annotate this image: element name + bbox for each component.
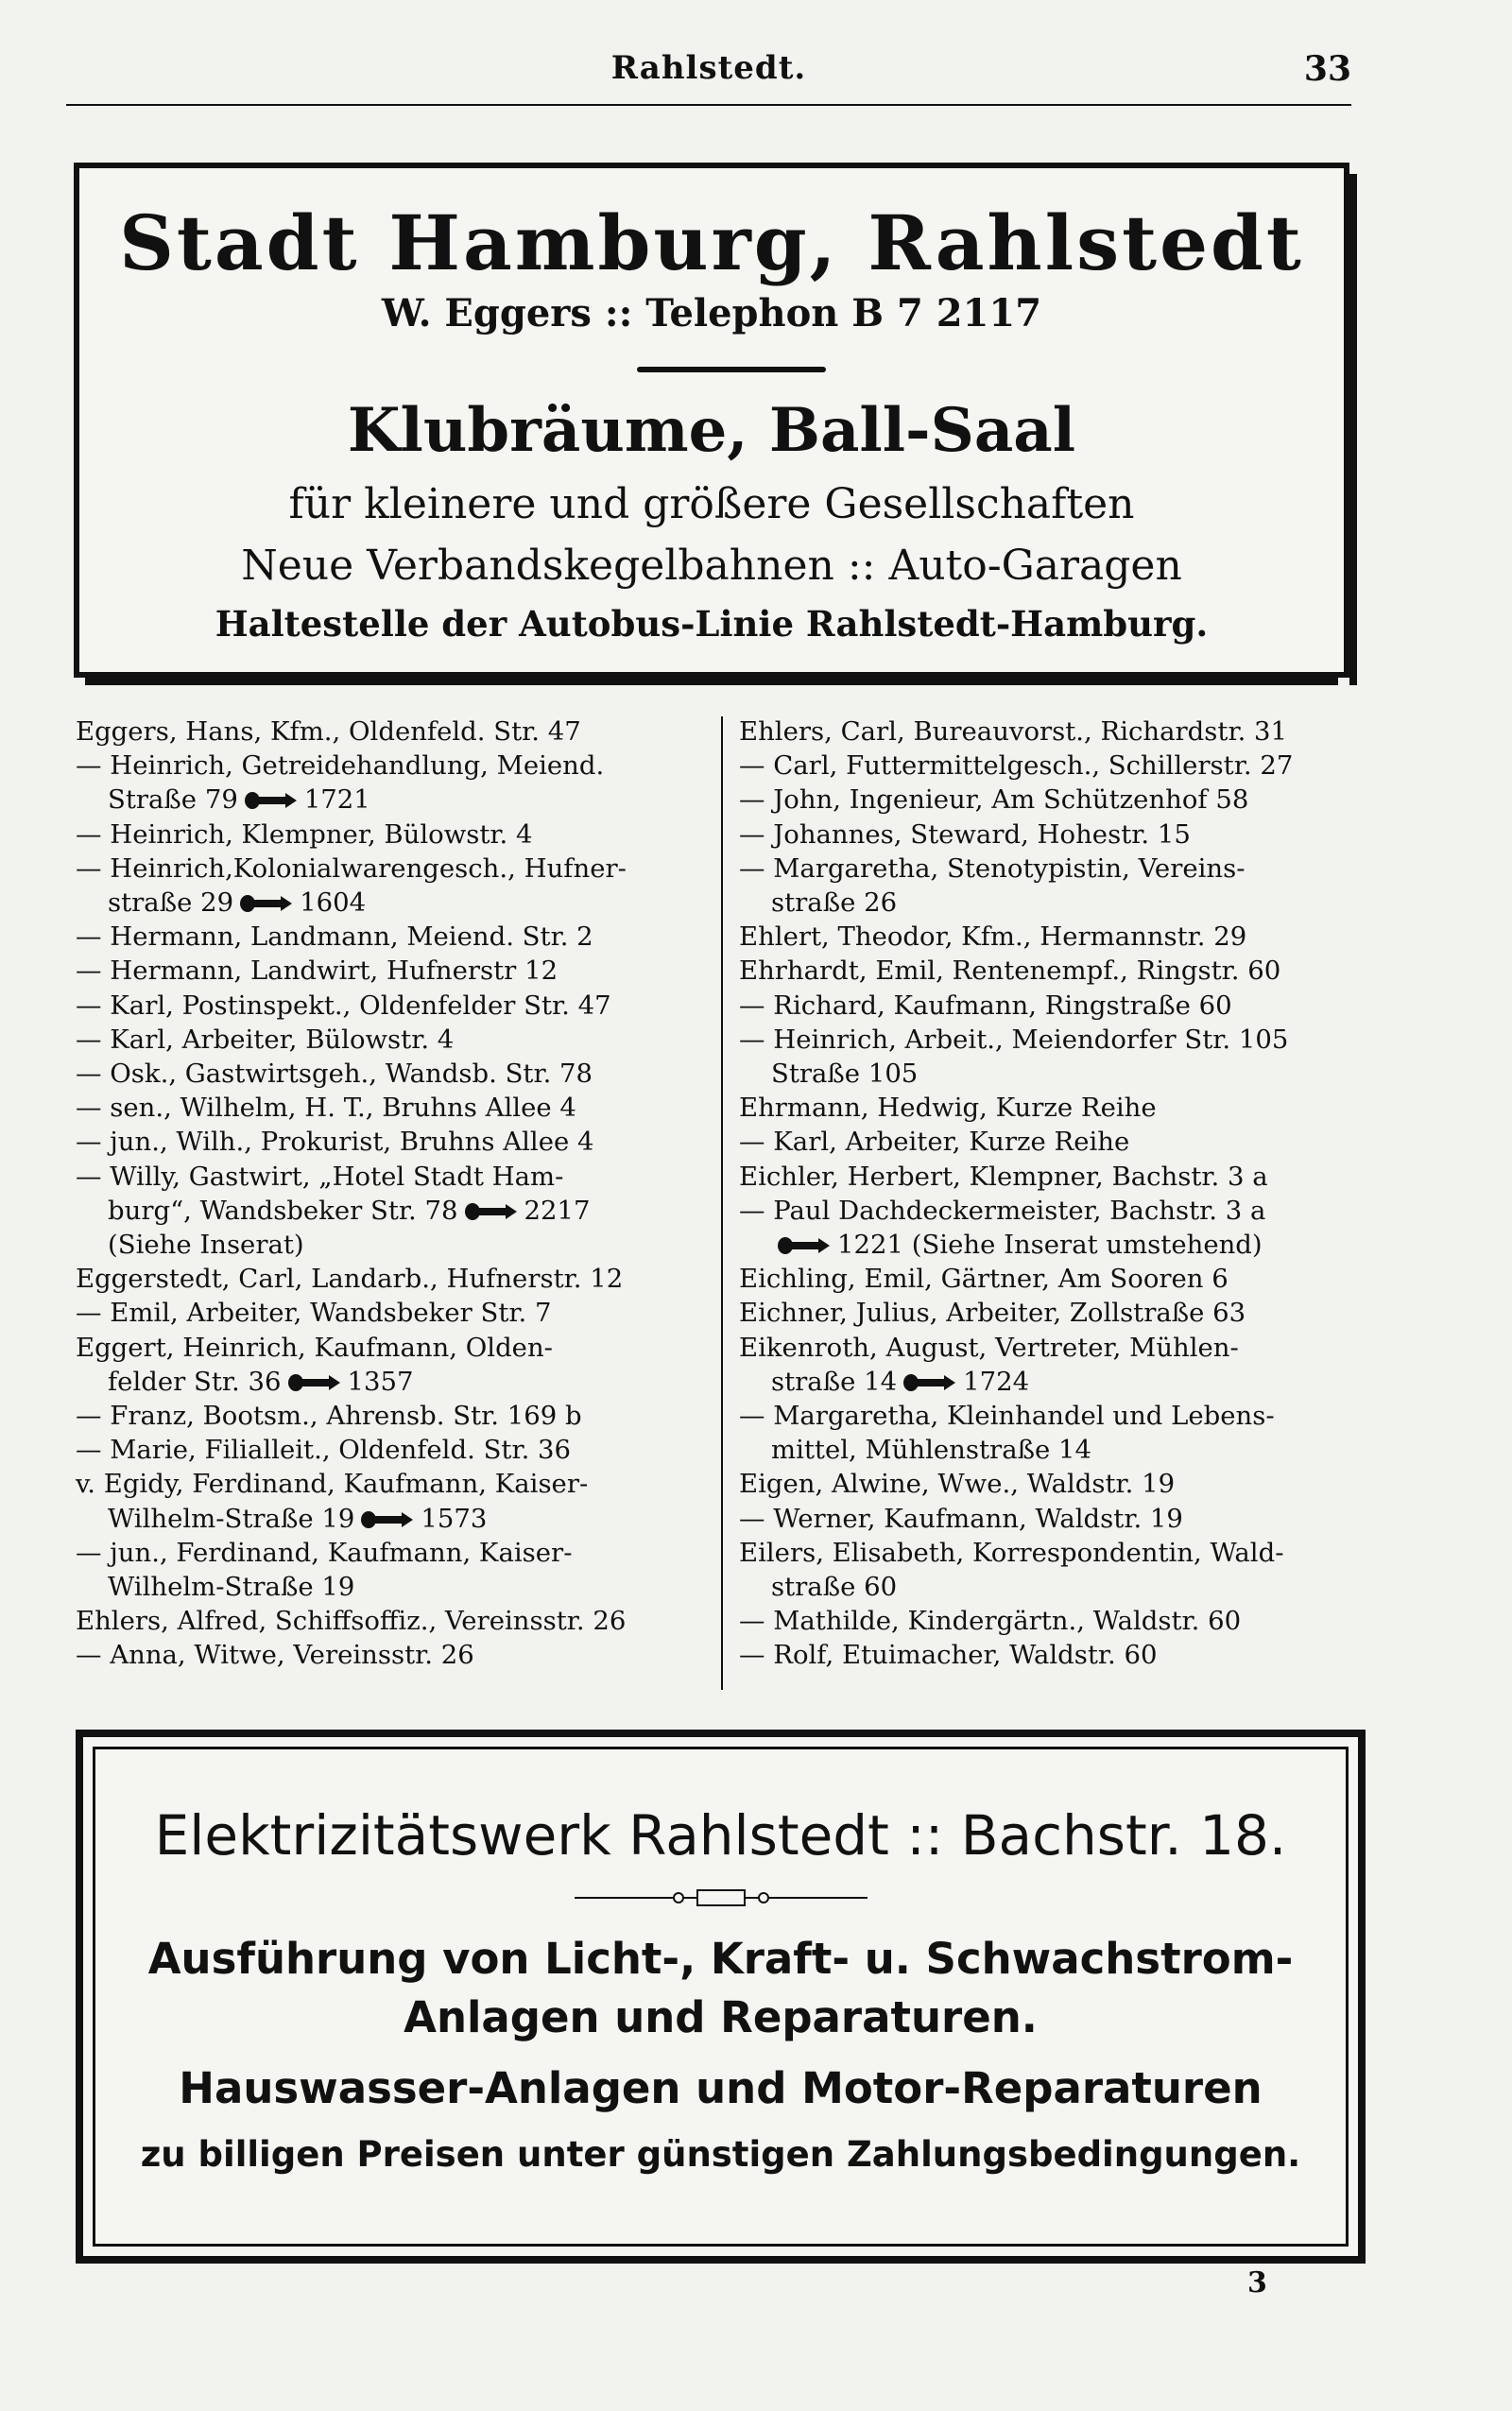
ad-hotel-title: Stadt Hamburg, Rahlstedt: [119, 198, 1304, 287]
telephone-icon: [902, 1372, 957, 1393]
directory-entry: [739, 1023, 1386, 1057]
entry-text: 1221 (Siehe Inserat umstehend): [837, 1230, 1263, 1261]
directory-entry: [739, 1262, 1386, 1296]
entry-text: — Rolf, Etuimacher, Waldstr. 60: [739, 1640, 1158, 1670]
page-number: 33: [1303, 49, 1351, 89]
entry-text: — Heinrich, Getreidehandlung, Meiend.: [76, 750, 604, 781]
directory-entry: [739, 1160, 1386, 1194]
entry-text: Wilhelm-Straße 19: [108, 1503, 355, 1534]
ad-electric-services: Ausführung von Licht-, Kraft- u. Schwachstrom-: [147, 1934, 1294, 1984]
entry-text: v. Egidy, Ferdinand, Kaufmann, Kaiser-: [76, 1469, 589, 1500]
entry-text: — Willy, Gastwirt, „Hotel Stadt Ham-: [76, 1162, 563, 1192]
directory-entry: [739, 1570, 1386, 1604]
entry-text: — John, Ingenieur, Am Schützenhof 58: [739, 784, 1248, 815]
directory-entry: [76, 1467, 723, 1501]
telephone-icon: [777, 1235, 832, 1256]
ad-hotel-societies: für kleinere und größere Gesellschaften: [288, 480, 1135, 528]
header-rule: [66, 104, 1351, 106]
ad-hotel-divider: [637, 367, 826, 372]
directory-entry: [739, 1125, 1386, 1159]
telephone-icon: [287, 1372, 342, 1393]
directory-entry: [739, 1091, 1386, 1125]
entry-text: — jun., Wilh., Prokurist, Bruhns Allee 4: [76, 1127, 593, 1157]
phone-number: 1721: [303, 784, 370, 816]
entry-text: Ehlert, Theodor, Kfm., Hermannstr. 29: [739, 921, 1247, 953]
directory-entry: [739, 1296, 1386, 1330]
telephone-icon: [239, 893, 294, 914]
entry-text: straße 14: [771, 1366, 898, 1397]
directory-entry: [739, 1638, 1386, 1672]
directory-entry: [76, 1365, 723, 1399]
directory-entry: [739, 920, 1386, 954]
entry-text: Ehlers, Alfred, Schiffsoffiz., Vereinsstr. 26: [76, 1606, 627, 1637]
entry-text: burg“, Wandsbeker Str. 78: [108, 1195, 458, 1226]
running-header: [66, 49, 1351, 96]
directory-entry: [739, 1057, 1386, 1091]
directory-entry: [76, 1638, 723, 1672]
directory-entry: [739, 1399, 1386, 1433]
entry-text: — Heinrich,Kolonialwarengesch., Hufner-: [76, 853, 627, 884]
entry-text: Eilers, Elisabeth, Korrespondentin, Wald-: [739, 1537, 1284, 1568]
ad-hotel-amenities: Neue Verbandskegelbahnen :: Auto-Garagen: [241, 542, 1182, 590]
directory-entry: [739, 749, 1386, 783]
directory-entry: [739, 1228, 1386, 1262]
directory-entry: [76, 954, 723, 988]
ad-electric-repairs: Anlagen und Reparaturen.: [404, 1992, 1038, 2042]
directory-entry: [739, 852, 1386, 886]
directory-entry: [76, 1570, 723, 1604]
entry-text: Eichling, Emil, Gärtner, Am Sooren 6: [739, 1264, 1228, 1295]
directory-entry: [76, 1502, 723, 1536]
directory-entry: [739, 1502, 1386, 1536]
entry-text: Ehrhardt, Emil, Rentenempf., Ringstr. 60: [739, 956, 1281, 987]
directory-entry: [76, 783, 723, 817]
ad-hotel-rooms: Klubräume, Ball-Saal: [347, 395, 1076, 466]
entry-text: — Anna, Witwe, Vereinsstr. 26: [76, 1640, 474, 1670]
directory-entry: [739, 886, 1386, 920]
entry-text: Straße 105: [771, 1059, 919, 1090]
entry-text: straße 60: [771, 1572, 898, 1603]
ad-hotel-telephone: W. Eggers :: Telephon B 7 2117: [381, 291, 1042, 336]
telephone-icon: [244, 790, 299, 811]
advertisement-electricity-works: [76, 1730, 1366, 2264]
entry-text: straße 26: [771, 887, 898, 919]
entry-text: Eggert, Heinrich, Kaufmann, Olden-: [76, 1332, 553, 1363]
telephone-icon: [464, 1201, 519, 1222]
directory-entry: [739, 1194, 1386, 1228]
entry-text: felder Str. 36: [108, 1366, 282, 1397]
directory-entry: [76, 715, 723, 749]
ad-electric-water-systems: Hauswasser-Anlagen und Motor-Reparaturen: [179, 2063, 1263, 2113]
entry-text: — Heinrich, Klempner, Bülowstr. 4: [76, 819, 533, 850]
phone-number: 1357: [347, 1366, 414, 1397]
directory-entry: [739, 715, 1386, 749]
entry-text: — Paul Dachdeckermeister, Bachstr. 3 a: [739, 1196, 1265, 1226]
entry-text: Wilhelm-Straße 19: [108, 1572, 355, 1603]
directory-entry: [76, 852, 723, 886]
directory-entry: [76, 1331, 723, 1365]
entry-text: — Margaretha, Stenotypistin, Vereins-: [739, 853, 1246, 884]
entry-text: — Karl, Postinspekt., Oldenfelder Str. 47: [76, 990, 611, 1021]
entry-text: Eigen, Alwine, Wwe., Waldstr. 19: [739, 1469, 1176, 1500]
entry-text: — Johannes, Steward, Hohestr. 15: [739, 819, 1191, 850]
entry-text: — Hermann, Landwirt, Hufnerstr 12: [76, 956, 558, 986]
directory-entry: [76, 1125, 723, 1159]
telephone-icon: [360, 1509, 415, 1530]
directory-entry: [76, 886, 723, 920]
entry-text: — Franz, Bootsm., Ahrensb. Str. 169 b: [76, 1401, 582, 1431]
entry-text: — Marie, Filialleit., Oldenfeld. Str. 36: [76, 1435, 571, 1465]
directory-entry: [76, 920, 723, 954]
signature-mark: 3: [1247, 2266, 1267, 2299]
entry-text: Straße 79: [108, 784, 238, 816]
phone-number: 1604: [300, 887, 367, 919]
directory-entry: [739, 954, 1386, 988]
phone-number: 1573: [421, 1503, 488, 1534]
directory-entry: [76, 818, 723, 852]
directory-entry: [739, 783, 1386, 817]
ad-hotel-bus-stop: Haltestelle der Autobus-Linie Rahlstedt-Hamburg.: [215, 603, 1209, 645]
phone-number: 1724: [963, 1366, 1030, 1397]
advertisement-hotel: [74, 163, 1349, 678]
directory-column-right: [739, 715, 1386, 1673]
directory-column-left: [76, 715, 723, 1673]
entry-text: — Mathilde, Kindergärtn., Waldstr. 60: [739, 1606, 1241, 1636]
entry-text: — Emil, Arbeiter, Wandsbeker Str. 7: [76, 1298, 551, 1328]
directory-entry: [739, 1433, 1386, 1467]
column-divider: [721, 716, 723, 1690]
directory-entry: [739, 989, 1386, 1023]
entry-text: — Osk., Gastwirtsgeh., Wandsb. Str. 78: [76, 1059, 593, 1089]
directory-entry: [76, 1433, 723, 1467]
directory-entry: [76, 1399, 723, 1433]
entry-text: — jun., Ferdinand, Kaufmann, Kaiser-: [76, 1538, 573, 1568]
directory-entry: [76, 989, 723, 1023]
directory-entry: [76, 1160, 723, 1194]
ornament-divider: [575, 1884, 868, 1912]
ad-electric-title: Elektrizitätswerk Rahlstedt :: Bachstr. 18.: [154, 1803, 1287, 1868]
entry-text: Eggerstedt, Carl, Landarb., Hufnerstr. 12: [76, 1264, 624, 1295]
entry-text: Eikenroth, August, Vertreter, Mühlen-: [739, 1332, 1239, 1363]
directory-entry: [76, 1023, 723, 1057]
directory-entry: [739, 818, 1386, 852]
directory-entry: [76, 1262, 723, 1296]
directory-entry: [76, 1604, 723, 1638]
directory-entry: [76, 1057, 723, 1091]
directory-entry: [76, 1536, 723, 1570]
directory-entry: [76, 1194, 723, 1228]
directory-entry: [76, 1296, 723, 1330]
entry-text: — Margaretha, Kleinhandel und Lebens-: [739, 1401, 1275, 1431]
entry-text: — Hermann, Landmann, Meiend. Str. 2: [76, 921, 593, 952]
entry-text: (Siehe Inserat): [108, 1230, 304, 1261]
directory-entry: [739, 1365, 1386, 1399]
ad-electric-payment-terms: zu billigen Preisen unter günstigen Zahlungsbedingungen.: [140, 2134, 1301, 2175]
entry-text: — Heinrich, Arbeit., Meiendorfer Str. 105: [739, 1025, 1288, 1055]
entry-text: mittel, Mühlenstraße 14: [771, 1435, 1091, 1466]
phone-number: 2217: [524, 1195, 591, 1226]
running-title: Rahlstedt.: [610, 49, 807, 87]
entry-text: Eichner, Julius, Arbeiter, Zollstraße 63: [739, 1298, 1246, 1329]
entry-text: Ehrmann, Hedwig, Kurze Reihe: [739, 1093, 1157, 1124]
directory-entry: [739, 1467, 1386, 1501]
entry-text: Ehlers, Carl, Bureauvorst., Richardstr. 31: [739, 716, 1288, 747]
directory-entry: [739, 1604, 1386, 1638]
directory-entry: [76, 1091, 723, 1125]
entry-text: — Carl, Futtermittelgesch., Schillerstr. 27: [739, 750, 1293, 781]
entry-text: — Karl, Arbeiter, Bülowstr. 4: [76, 1025, 454, 1055]
entry-text: — Karl, Arbeiter, Kurze Reihe: [739, 1127, 1129, 1157]
directory-entry: [76, 1228, 723, 1262]
directory-entry: [739, 1331, 1386, 1365]
entry-text: Eggers, Hans, Kfm., Oldenfeld. Str. 47: [76, 716, 581, 747]
entry-text: — Richard, Kaufmann, Ringstraße 60: [739, 990, 1232, 1021]
entry-text: straße 29: [108, 887, 234, 919]
directory-entry: [76, 749, 723, 783]
directory-entry: [739, 1536, 1386, 1570]
entry-text: — Werner, Kaufmann, Waldstr. 19: [739, 1504, 1183, 1534]
entry-text: Eichler, Herbert, Klempner, Bachstr. 3 a: [739, 1161, 1268, 1192]
entry-text: — sen., Wilhelm, H. T., Bruhns Allee 4: [76, 1093, 576, 1123]
